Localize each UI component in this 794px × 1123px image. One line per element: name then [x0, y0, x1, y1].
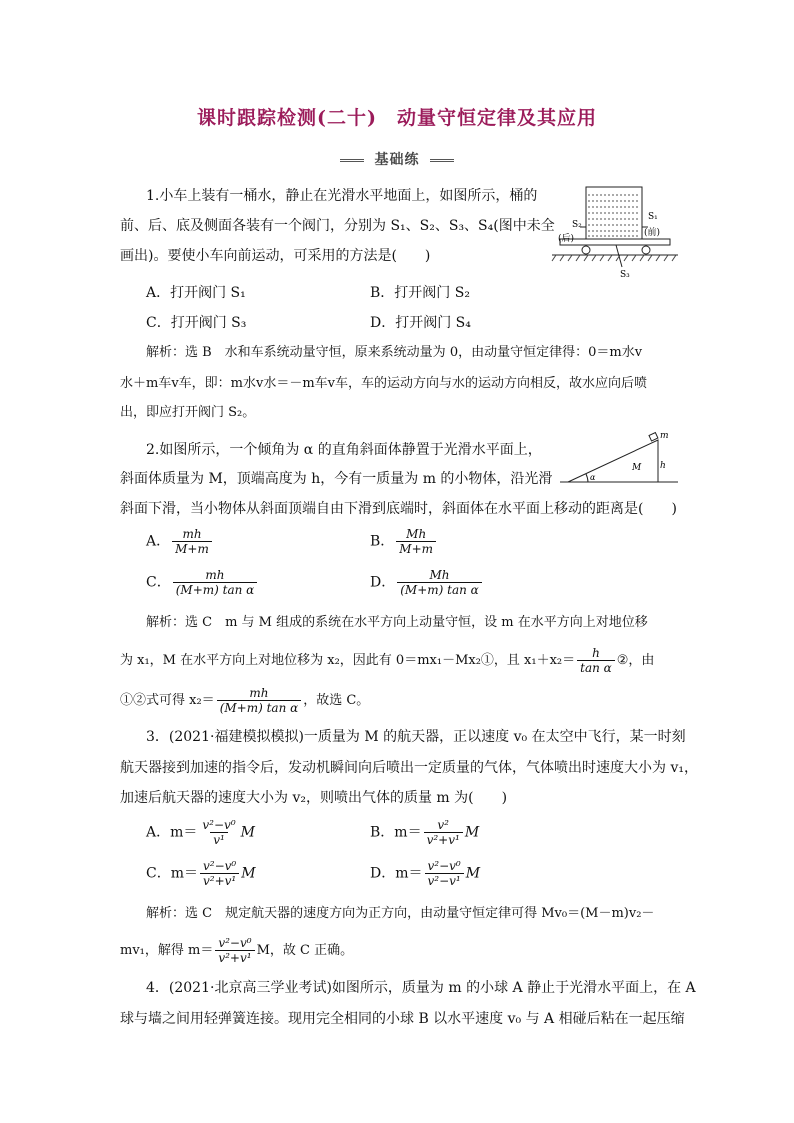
q3-answer-line2: mv₁，解得 m＝ $\frac{\text{v²−v⁰}}{\text{v²+v¹}}$ M，故 C 正确。: [120, 936, 354, 965]
fig1-s3-label: S₃: [620, 270, 630, 280]
q2-option-a: A． $\frac{mh}{M+m}$: [146, 527, 214, 556]
q1-option-b: B．打开阀门 S₂: [370, 285, 470, 301]
q2-option-b: B． $\frac{Mh}{M+m}$: [370, 527, 438, 556]
q1-option-d: D．打开阀门 S₄: [370, 315, 471, 331]
water-cart-figure: [550, 183, 680, 283]
q2-option-d: D． $\frac{Mh}{\text{(M+m) tan α}}$: [370, 568, 484, 597]
fig2-M-label: M: [632, 463, 642, 473]
q2-answer-line2: 为 x₁，M 在水平方向上对地位移为 x₂，因此有 0＝mx₁－Mx₂①，且 x₁＋x₂＝ $\frac{h}{\text{tan α}}$ ②，由: [120, 646, 655, 675]
q2-line3: 斜面下滑，当小物体从斜面顶端自由下滑到底端时，斜面体在水平面上移动的距离是( ): [120, 501, 677, 517]
fig1-front-label: (前): [644, 228, 661, 238]
q4-line1: 4．(2021·北京高三学业考试)如图所示，质量为 m 的小球 A 静止于光滑水平面上，在 A: [146, 980, 696, 996]
q2-line1: 2.如图所示，一个倾角为 α 的直角斜面体静置于光滑水平面上，: [146, 442, 542, 458]
fig1-s2-label: S₂: [572, 220, 582, 230]
fig2-m-label: m: [660, 431, 669, 441]
q1-line1: 1.小车上装有一桶水，静止在光滑水平地面上，如图所示，桶的: [146, 188, 538, 204]
fig2-alpha-label: α: [590, 473, 596, 482]
q1-line3: 画出)。要使小车向前运动，可采用的方法是( ): [120, 248, 431, 264]
q1-answer-line3: 出，即应打开阀门 S₂。: [120, 405, 256, 420]
q3-answer-line1: 解析：选 C 规定航天器的速度方向为正方向，由动量守恒定律可得 Mv₀＝(M－m)v₂－: [146, 906, 655, 921]
section-header: [0, 149, 794, 169]
incline-figure: [560, 428, 680, 490]
q3-option-c: C．m＝ $\frac{\text{v²−v⁰}}{\text{v²+v¹}}$ M: [146, 859, 256, 888]
q4-line2: 球与墙之间用轻弹簧连接。现用完全相同的小球 B 以水平速度 v₀ 与 A 相碰后粘在一起压缩: [120, 1011, 685, 1027]
q1-option-a: A．打开阀门 S₁: [146, 285, 246, 301]
fig2-h-label: h: [660, 461, 666, 471]
q1-answer-line2: 水＋m车v车，即：m水v水＝－m车v车，车的运动方向与水的运动方向相反，故水应向后喷: [120, 376, 648, 391]
q3-option-d: D．m＝ $\frac{\text{v²−v⁰}}{\text{v²−v¹}}$ M: [370, 859, 481, 888]
q3-option-b: B．m＝ $\frac{\text{v²}}{\text{v²+v¹}}$ M: [370, 818, 480, 847]
q2-answer-line3: ①②式可得 x₂＝ $\frac{mh}{\text{(M+m) tan α}}$ ，故选 C。: [120, 686, 370, 715]
fig1-s1-label: S₁: [648, 212, 658, 222]
q3-line3: 加速后航天器的速度大小为 v₂，则喷出气体的质量 m 为( ): [120, 790, 508, 806]
section-rule-left: [340, 159, 364, 162]
q1-line2: 前、后、底及侧面各装有一个阀门，分别为 S₁、S₂、S₃、S₄(图中未全: [120, 218, 555, 234]
q3-line2: 航天器接到加速的指令后，发动机瞬间向后喷出一定质量的气体，气体喷出时速度大小为 v₁，: [120, 760, 698, 776]
q2-option-c: C． $\frac{mh}{\text{(M+m) tan α}}$: [146, 568, 259, 597]
section-label: 基础练: [374, 152, 420, 168]
q2-answer-line1: 解析：选 C m 与 M 组成的系统在水平方向上动量守恒，设 m 在水平方向上对地位移: [146, 615, 648, 630]
q2-line2: 斜面体质量为 M，顶端高度为 h，今有一质量为 m 的小物体，沿光滑: [120, 471, 553, 487]
fig1-back-label: (后): [558, 234, 575, 244]
q3-line1: 3．(2021·福建模拟模拟)一质量为 M 的航天器，正以速度 v₀ 在太空中飞行，某一时刻: [146, 729, 686, 745]
q3-option-a: A．m＝ $\frac{\text{v²−v⁰}}{\text{v¹}}$ M: [146, 818, 255, 847]
q1-option-c: C．打开阀门 S₃: [146, 315, 247, 331]
q1-answer-line1: 解析：选 B 水和车系统动量守恒，原来系统动量为 0，由动量守恒定律得：0＝m水v: [146, 345, 643, 360]
page-title: 课时跟踪检测(二十) 动量守恒定律及其应用: [197, 107, 597, 129]
section-rule-right: [430, 159, 454, 162]
